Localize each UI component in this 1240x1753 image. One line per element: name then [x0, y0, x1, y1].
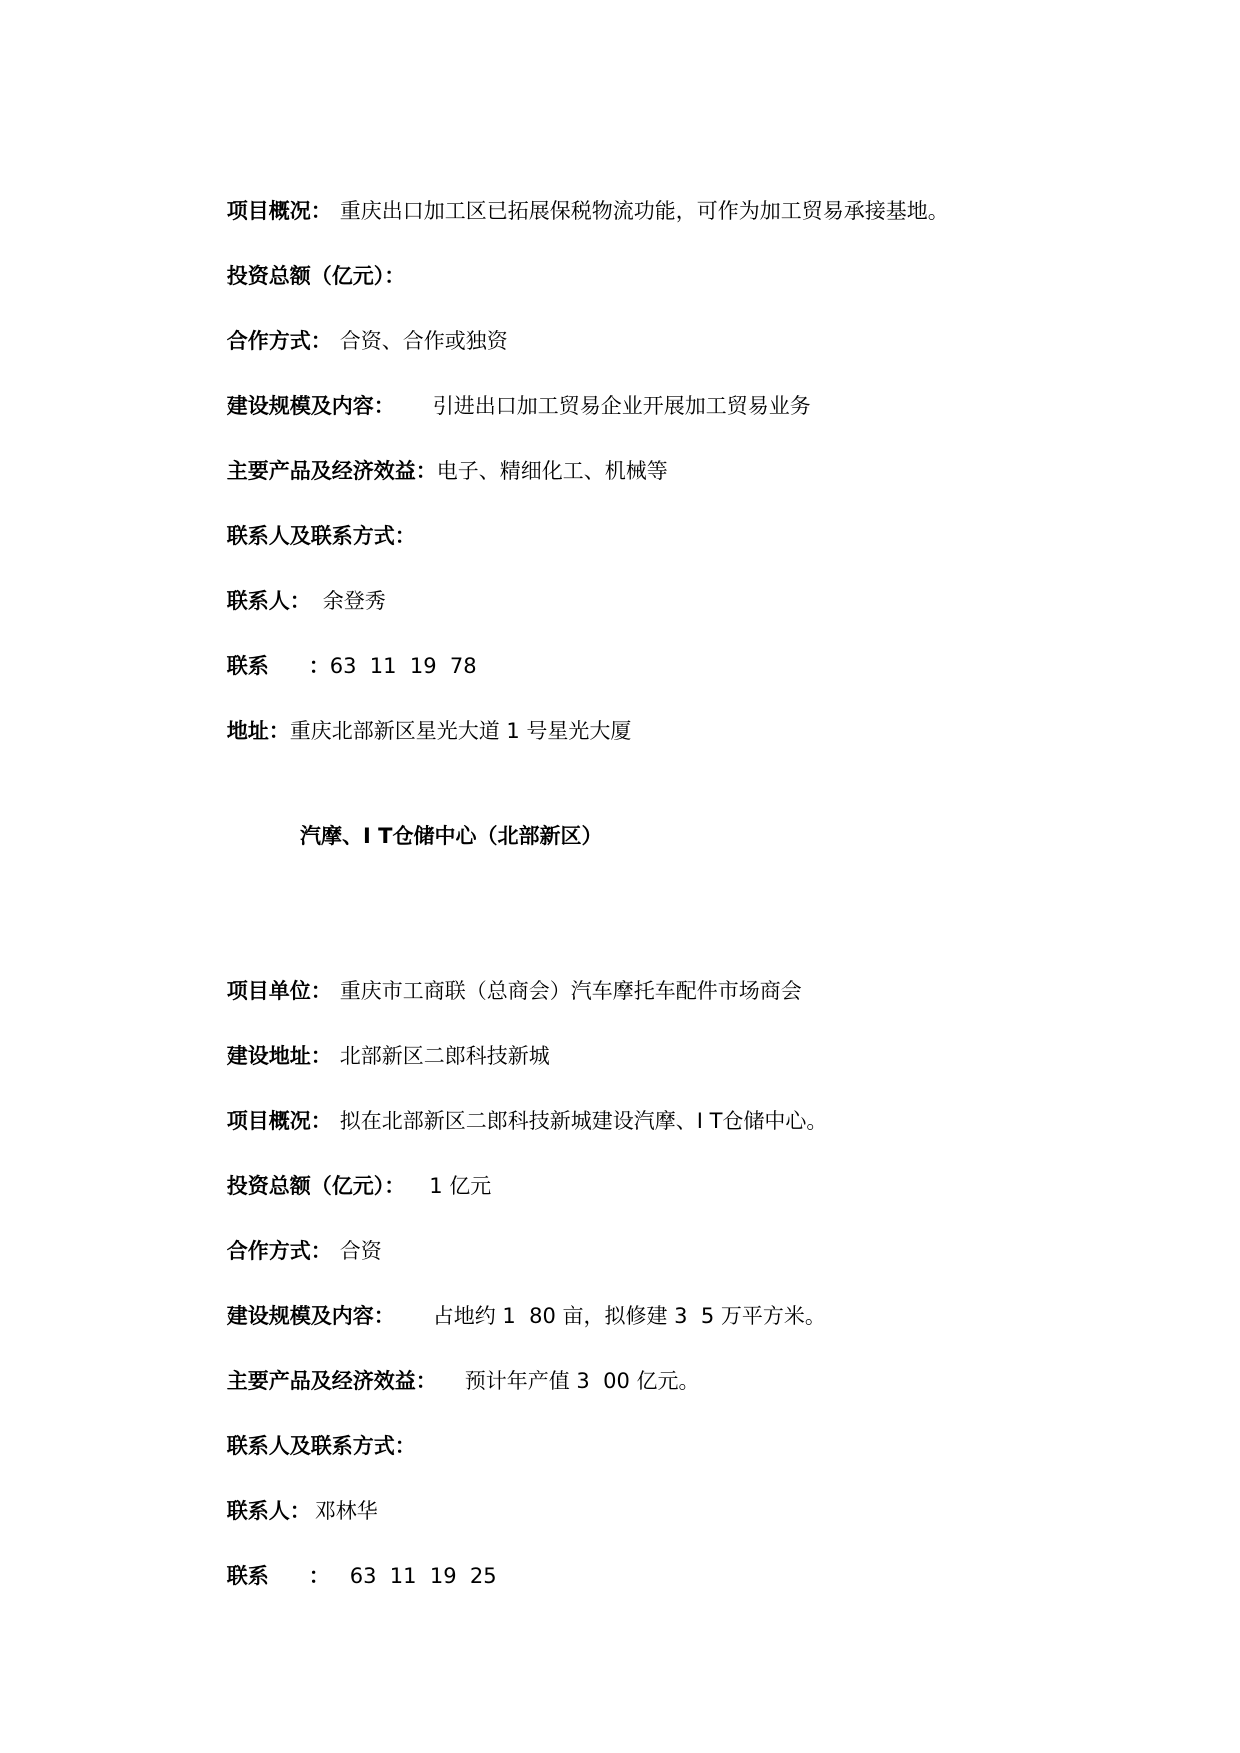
p1-scale-value: 引进出口加工贸易企业开展加工贸易业务 — [432, 394, 811, 418]
p2-contact-person-label: 联系人： — [226, 1499, 311, 1523]
p1-scale-label: 建设规模及内容： — [226, 394, 395, 418]
p2-contact-person-value: 邓林华 — [314, 1499, 378, 1523]
p1-address-value: 重庆北部新区星光大道 1 号星光大厦 — [289, 719, 632, 743]
p1-phone-value: 63 11 19 78 — [329, 654, 477, 678]
p1-address-label: 地址： — [226, 719, 290, 743]
p1-contact-person-value: 余登秀 — [322, 589, 386, 613]
p2-products-label: 主要产品及经济效益： — [226, 1369, 437, 1393]
p1-cooperation-value: 合资、合作或独资 — [339, 329, 508, 353]
p2-investment-value: 1 亿元 — [429, 1174, 492, 1198]
p1-contact-person-label: 联系人： — [226, 589, 311, 613]
p1-products-label: 主要产品及经济效益： — [226, 459, 437, 483]
p1-address-line — [200, 689, 631, 773]
p2-products-value: 预计年产值 3 00 亿元。 — [464, 1369, 700, 1393]
p2-investment-label: 投资总额（亿元）： — [226, 1174, 406, 1198]
p2-phone-label: 联系 — [226, 1564, 269, 1588]
p2-unit-value: 重庆市工商联（总商会）汽车摩托车配件市场商会 — [339, 979, 802, 1003]
p2-phone-colon: ： — [308, 1564, 330, 1588]
p1-contact-heading-label: 联系人及联系方式： — [226, 524, 416, 548]
p1-overview-value: 重庆出口加工区已拓展保税物流功能，可作为加工贸易承接基地。 — [339, 199, 949, 223]
p2-site-value: 北部新区二郎科技新城 — [339, 1044, 550, 1068]
p2-unit-label: 项目单位： — [226, 979, 332, 1003]
p1-cooperation-label: 合作方式： — [226, 329, 332, 353]
p2-site-label: 建设地址： — [226, 1044, 332, 1068]
p1-products-value: 电子、精细化工、机械等 — [436, 459, 668, 483]
p2-cooperation-value: 合资 — [339, 1239, 382, 1263]
p2-scale-label: 建设规模及内容： — [226, 1304, 395, 1328]
p2-cooperation-label: 合作方式： — [226, 1239, 332, 1263]
section-title: 汽摩、I T仓储中心（北部新区） — [300, 824, 603, 848]
p1-phone-colon: ： — [308, 654, 330, 678]
p2-phone-line — [200, 1534, 497, 1618]
p2-scale-value: 占地约 1 80 亩，拟修建 3 5 万平方米。 — [432, 1304, 826, 1328]
p2-contact-heading-label: 联系人及联系方式： — [226, 1434, 416, 1458]
p2-phone-value: 63 11 19 25 — [349, 1564, 497, 1588]
p1-phone-label: 联系 — [226, 654, 269, 678]
p1-investment-label: 投资总额（亿元）： — [226, 264, 406, 288]
p2-overview-label: 项目概况： — [226, 1109, 332, 1133]
p2-overview-value: 拟在北部新区二郎科技新城建设汽摩、I T仓储中心。 — [339, 1109, 828, 1133]
p1-overview-label: 项目概况： — [226, 199, 332, 223]
